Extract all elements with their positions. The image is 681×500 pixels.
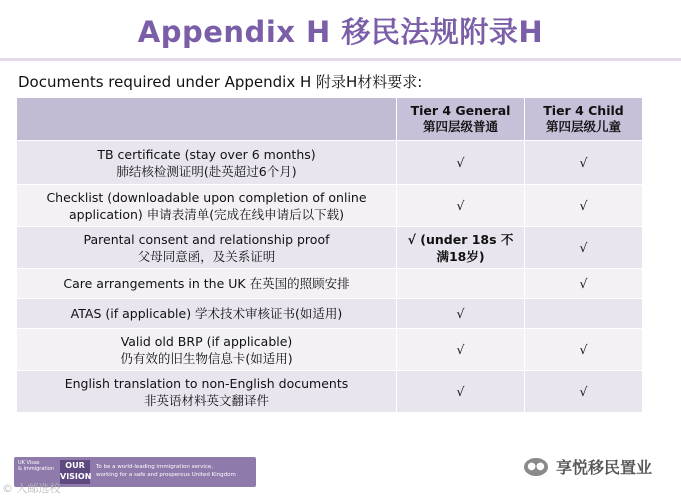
table-row: [17, 227, 643, 269]
child-cell: √: [525, 185, 643, 227]
vision-label-line1: OUR: [65, 461, 85, 470]
title-divider: [0, 58, 681, 61]
document-cell: [17, 269, 397, 299]
header-general-zh: 第四层级普通: [422, 119, 498, 134]
document-en: ATAS (if applicable) 学术技术审核证书(如适用): [70, 306, 343, 321]
header-child-zh: 第四层级儿童: [545, 119, 621, 134]
general-note-line2: 满18岁): [436, 248, 485, 264]
logo-line: & Immigration: [18, 466, 54, 472]
general-note-line1: √ (under 18s 不: [407, 231, 514, 247]
child-cell: √: [525, 269, 643, 299]
general-cell: √: [397, 371, 525, 413]
table-header-row: [17, 98, 643, 141]
document-zh: 父母同意函，及关系证明: [137, 248, 276, 264]
slide-title: Appendix H 移民法规附录H: [137, 15, 544, 49]
vision-text-line1: To be a world-leading immigration service,: [96, 464, 214, 470]
general-cell: √: [397, 299, 525, 329]
header-tier4-general: [397, 98, 525, 141]
general-cell: √: [397, 141, 525, 185]
document-cell: [17, 371, 397, 413]
vision-label-line2: VISION: [60, 472, 92, 481]
wechat-icon: ●●: [524, 458, 548, 476]
child-cell: √: [525, 329, 643, 371]
table-row: [17, 299, 643, 329]
document-en: Checklist (downloadable upon completion of online: [46, 189, 367, 205]
wechat-watermark: [524, 455, 652, 478]
child-cell: √: [525, 371, 643, 413]
vision-text-line2: working for a safe and prosperous United Kingdom: [96, 472, 236, 478]
watermark-text: 享悦移民置业: [556, 458, 653, 477]
general-cell: √: [397, 185, 525, 227]
document-cell: [17, 141, 397, 185]
document-zh: 仍有效的旧生物信息卡(如适用): [120, 350, 293, 366]
table-row: [17, 141, 643, 185]
table-row: [17, 185, 643, 227]
document-en: Parental consent and relationship proof: [83, 231, 330, 247]
document-cell: [17, 299, 397, 329]
child-cell: [525, 299, 643, 329]
corner-watermark: © 人邮选校: [2, 482, 61, 495]
document-cell: [17, 329, 397, 371]
child-cell: √: [525, 141, 643, 185]
header-tier4-child: [525, 98, 643, 141]
our-vision-box: [60, 460, 90, 484]
header-blank-cell: [17, 98, 397, 141]
document-en: TB certificate (stay over 6 months): [97, 146, 316, 162]
general-cell: [397, 269, 525, 299]
general-cell: [397, 227, 525, 269]
general-cell: √: [397, 329, 525, 371]
header-general-en: Tier 4 General: [410, 103, 511, 118]
header-child-en: Tier 4 Child: [543, 103, 624, 118]
table-row: [17, 269, 643, 299]
table-row: [17, 329, 643, 371]
document-en: English translation to non-English documents: [64, 375, 349, 391]
document-en: Care arrangements in the UK 在英国的照顾安排: [63, 276, 350, 291]
child-cell: √: [525, 227, 643, 269]
document-zh: application) 申请表清单(完成在线申请后以下载): [68, 206, 345, 222]
document-zh: 非英语材料英文翻译件: [143, 392, 269, 408]
slide-subtitle: Documents required under Appendix H 附录H材料要求:: [18, 73, 423, 91]
document-cell: [17, 227, 397, 269]
logo-line: UK Visas: [18, 460, 40, 466]
table-row: [17, 371, 643, 413]
document-cell: [17, 185, 397, 227]
document-zh: 肺结核检测证明(赴英超过6个月): [116, 163, 297, 179]
document-en: Valid old BRP (if applicable): [120, 333, 293, 349]
vision-statement: [96, 463, 252, 479]
documents-table: [16, 97, 643, 413]
